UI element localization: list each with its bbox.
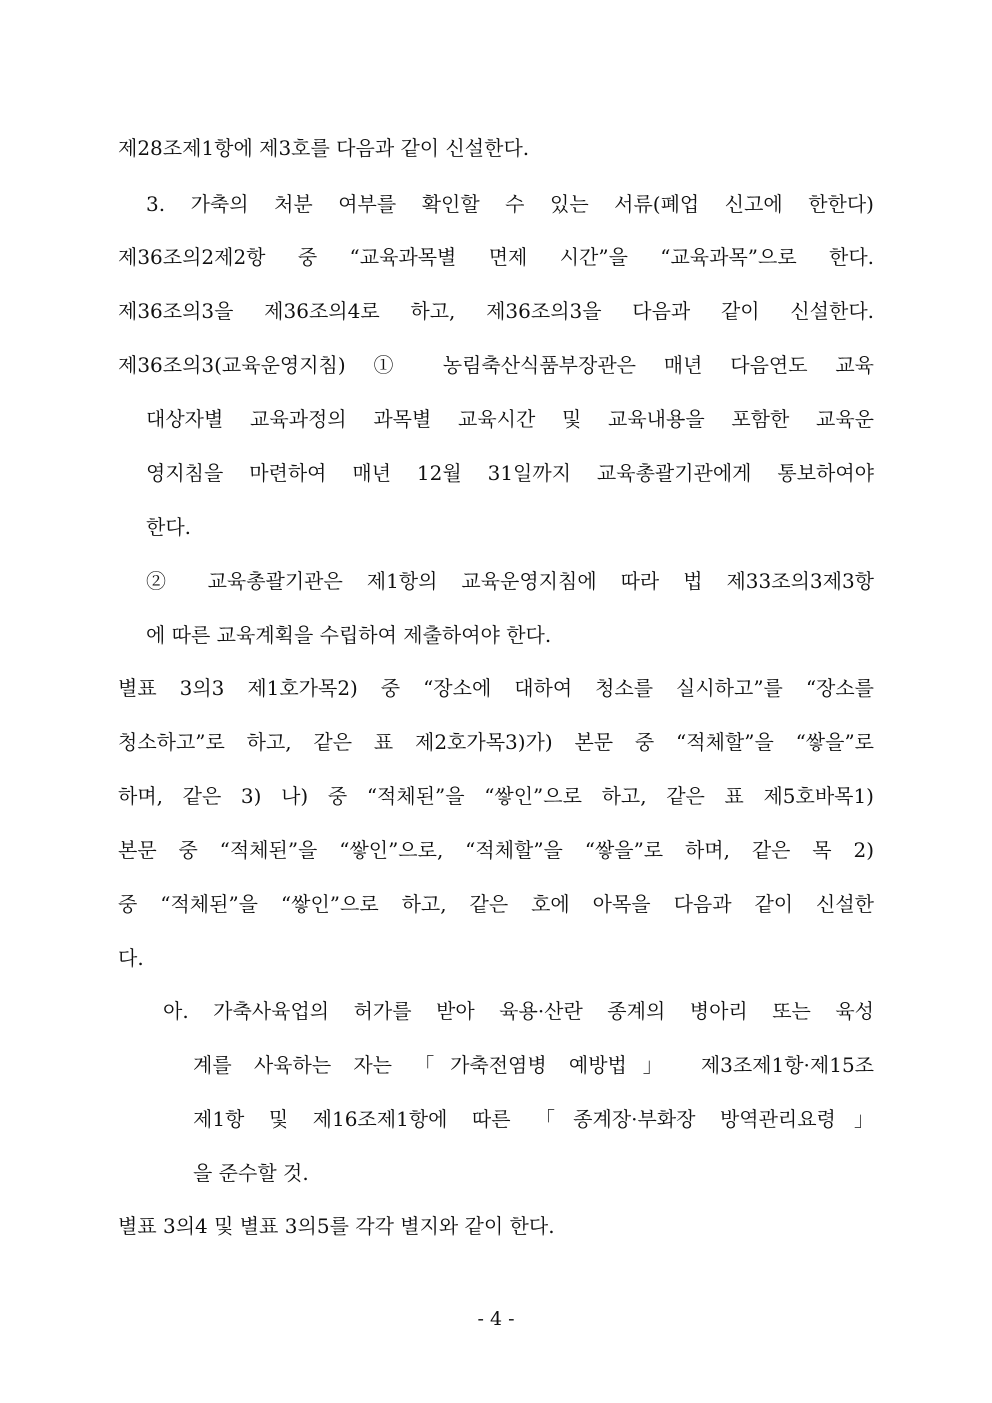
- article-36-3-para1-line2: 대상자별 교육과정의 과목별 교육시간 및 교육내용을 포함한 교육운: [146, 407, 874, 431]
- annex-3-3-amendment-line2: 청소하고”로 하고, 같은 표 제2호가목3)가) 본문 중 “적체할”을 “쌓을”로: [118, 730, 874, 754]
- amendment-article-36-3-renumber: 제36조의3을 제36조의4로 하고, 제36조의3을 다음과 같이 신설한다.: [118, 299, 874, 323]
- new-subitem-a-line1: 아. 가축사육업의 허가를 받아 육용·산란 종계의 병아리 또는 육성: [163, 999, 874, 1023]
- annex-3-3-amendment-line5: 중 “적체된”을 “쌓인”으로 하고, 같은 호에 아목을 다음과 같이 신설한: [118, 892, 874, 916]
- article-36-3-para1-line4: 한다.: [146, 515, 191, 539]
- page-number: - 4 -: [477, 1308, 515, 1330]
- new-subitem-a-line4: 을 준수할 것.: [193, 1161, 309, 1185]
- new-subitem-a-line3: 제1항 및 제16조제1항에 따른 「종계장·부화장 방역관리요령」: [193, 1107, 874, 1131]
- amendment-article-28: 제28조제1항에 제3호를 다음과 같이 신설한다.: [118, 136, 530, 160]
- annex-3-3-amendment-line3: 하며, 같은 3) 나) 중 “적체된”을 “쌓인”으로 하고, 같은 표 제5호바목1): [118, 784, 874, 808]
- new-item-3: 3. 가축의 처분 여부를 확인할 수 있는 서류(폐업 신고에 한한다): [146, 192, 874, 216]
- article-36-3-para2-line2: 에 따른 교육계획을 수립하여 제출하여야 한다.: [146, 623, 552, 647]
- article-36-3-para1-line3: 영지침을 마련하여 매년 12월 31일까지 교육총괄기관에게 통보하여야: [146, 461, 874, 485]
- article-36-3-para2-line1: ② 교육총괄기관은 제1항의 교육운영지침에 따라 법 제33조의3제3항: [146, 569, 874, 593]
- annex-3-3-amendment-line6: 다.: [118, 946, 144, 970]
- article-36-3-heading-line: 제36조의3(교육운영지침) ① 농림축산식품부장관은 매년 다음연도 교육: [118, 353, 874, 377]
- annex-3-4-3-5-amendment: 별표 3의4 및 별표 3의5를 각각 별지와 같이 한다.: [118, 1214, 555, 1238]
- annex-3-3-amendment-line4: 본문 중 “적체된”을 “쌓인”으로, “적체할”을 “쌓을”로 하며, 같은 목 2): [118, 838, 874, 862]
- amendment-article-36-2: 제36조의2제2항 중 “교육과목별 면제 시간”을 “교육과목”으로 한다.: [118, 245, 874, 269]
- new-subitem-a-line2: 계를 사육하는 자는 「가축전염병 예방법」 제3조제1항·제15조: [193, 1053, 874, 1077]
- annex-3-3-amendment-line1: 별표 3의3 제1호가목2) 중 “장소에 대하여 청소를 실시하고”를 “장소를: [118, 676, 874, 700]
